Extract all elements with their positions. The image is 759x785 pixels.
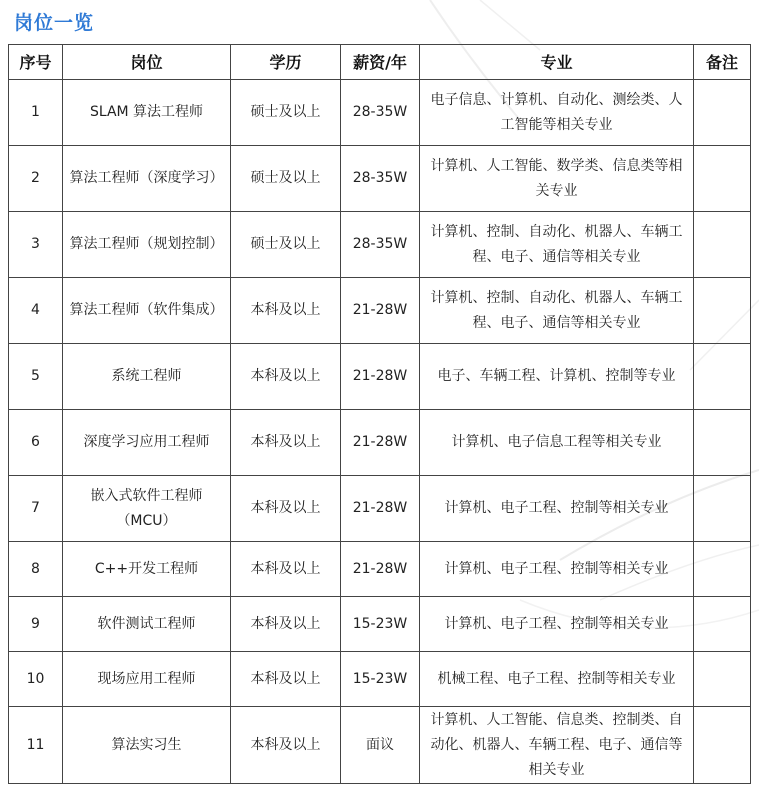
cell-salary: 21-28W	[341, 278, 420, 344]
cell-salary: 28-35W	[341, 80, 420, 146]
cell-education: 本科及以上	[231, 344, 341, 410]
cell-education: 本科及以上	[231, 707, 341, 784]
cell-education: 本科及以上	[231, 278, 341, 344]
cell-salary: 15-23W	[341, 597, 420, 652]
table-row	[9, 344, 751, 410]
positions-table	[8, 44, 751, 784]
cell-major: 电子信息、计算机、自动化、测绘类、人工智能等相关专业	[420, 80, 694, 146]
cell-major: 计算机、电子信息工程等相关专业	[420, 410, 694, 476]
cell-no: 2	[9, 146, 63, 212]
cell-remark	[694, 542, 751, 597]
cell-salary: 28-35W	[341, 146, 420, 212]
cell-remark	[694, 146, 751, 212]
cell-education: 本科及以上	[231, 476, 341, 542]
cell-major: 机械工程、电子工程、控制等相关专业	[420, 652, 694, 707]
cell-major: 电子、车辆工程、计算机、控制等专业	[420, 344, 694, 410]
cell-position: 软件测试工程师	[63, 597, 231, 652]
table-row	[9, 597, 751, 652]
cell-salary: 21-28W	[341, 542, 420, 597]
cell-position: 算法工程师（软件集成）	[63, 278, 231, 344]
cell-remark	[694, 344, 751, 410]
cell-major: 计算机、人工智能、信息类、控制类、自动化、机器人、车辆工程、电子、通信等相关专业	[420, 707, 694, 784]
header-position: 岗位	[63, 45, 231, 80]
cell-education: 硕士及以上	[231, 80, 341, 146]
cell-no: 9	[9, 597, 63, 652]
cell-major: 计算机、电子工程、控制等相关专业	[420, 542, 694, 597]
cell-education: 硕士及以上	[231, 146, 341, 212]
cell-salary: 21-28W	[341, 344, 420, 410]
cell-remark	[694, 80, 751, 146]
table-row	[9, 652, 751, 707]
cell-no: 8	[9, 542, 63, 597]
header-no: 序号	[9, 45, 63, 80]
cell-no: 4	[9, 278, 63, 344]
cell-salary: 21-28W	[341, 476, 420, 542]
cell-education: 本科及以上	[231, 410, 341, 476]
cell-remark	[694, 476, 751, 542]
cell-position: SLAM 算法工程师	[63, 80, 231, 146]
cell-education: 硕士及以上	[231, 212, 341, 278]
header-education: 学历	[231, 45, 341, 80]
cell-remark	[694, 278, 751, 344]
cell-major: 计算机、电子工程、控制等相关专业	[420, 597, 694, 652]
cell-no: 7	[9, 476, 63, 542]
header-major: 专业	[420, 45, 694, 80]
table-row	[9, 80, 751, 146]
cell-remark	[694, 597, 751, 652]
header-salary: 薪资/年	[341, 45, 420, 80]
cell-major: 计算机、控制、自动化、机器人、车辆工程、电子、通信等相关专业	[420, 278, 694, 344]
cell-education: 本科及以上	[231, 597, 341, 652]
table-row	[9, 146, 751, 212]
cell-no: 3	[9, 212, 63, 278]
table-row	[9, 410, 751, 476]
table-row	[9, 476, 751, 542]
cell-position: 系统工程师	[63, 344, 231, 410]
table-row	[9, 212, 751, 278]
cell-position: 算法工程师（规划控制）	[63, 212, 231, 278]
page-title: 岗位一览	[14, 12, 95, 34]
cell-remark	[694, 707, 751, 784]
cell-remark	[694, 652, 751, 707]
table-row	[9, 542, 751, 597]
cell-no: 5	[9, 344, 63, 410]
cell-no: 1	[9, 80, 63, 146]
header-remark: 备注	[694, 45, 751, 80]
table-header-row	[9, 45, 751, 80]
cell-major: 计算机、人工智能、数学类、信息类等相关专业	[420, 146, 694, 212]
cell-salary: 15-23W	[341, 652, 420, 707]
cell-no: 6	[9, 410, 63, 476]
cell-position: 现场应用工程师	[63, 652, 231, 707]
table-row	[9, 707, 751, 784]
cell-education: 本科及以上	[231, 542, 341, 597]
cell-position: 嵌入式软件工程师（MCU）	[63, 476, 231, 542]
cell-salary: 21-28W	[341, 410, 420, 476]
cell-position: 算法工程师（深度学习）	[63, 146, 231, 212]
cell-position: 算法实习生	[63, 707, 231, 784]
cell-remark	[694, 410, 751, 476]
cell-education: 本科及以上	[231, 652, 341, 707]
cell-major: 计算机、电子工程、控制等相关专业	[420, 476, 694, 542]
cell-major: 计算机、控制、自动化、机器人、车辆工程、电子、通信等相关专业	[420, 212, 694, 278]
cell-salary: 28-35W	[341, 212, 420, 278]
cell-position: 深度学习应用工程师	[63, 410, 231, 476]
table-row	[9, 278, 751, 344]
cell-salary: 面议	[341, 707, 420, 784]
cell-no: 11	[9, 707, 63, 784]
cell-no: 10	[9, 652, 63, 707]
cell-remark	[694, 212, 751, 278]
cell-position: C++开发工程师	[63, 542, 231, 597]
